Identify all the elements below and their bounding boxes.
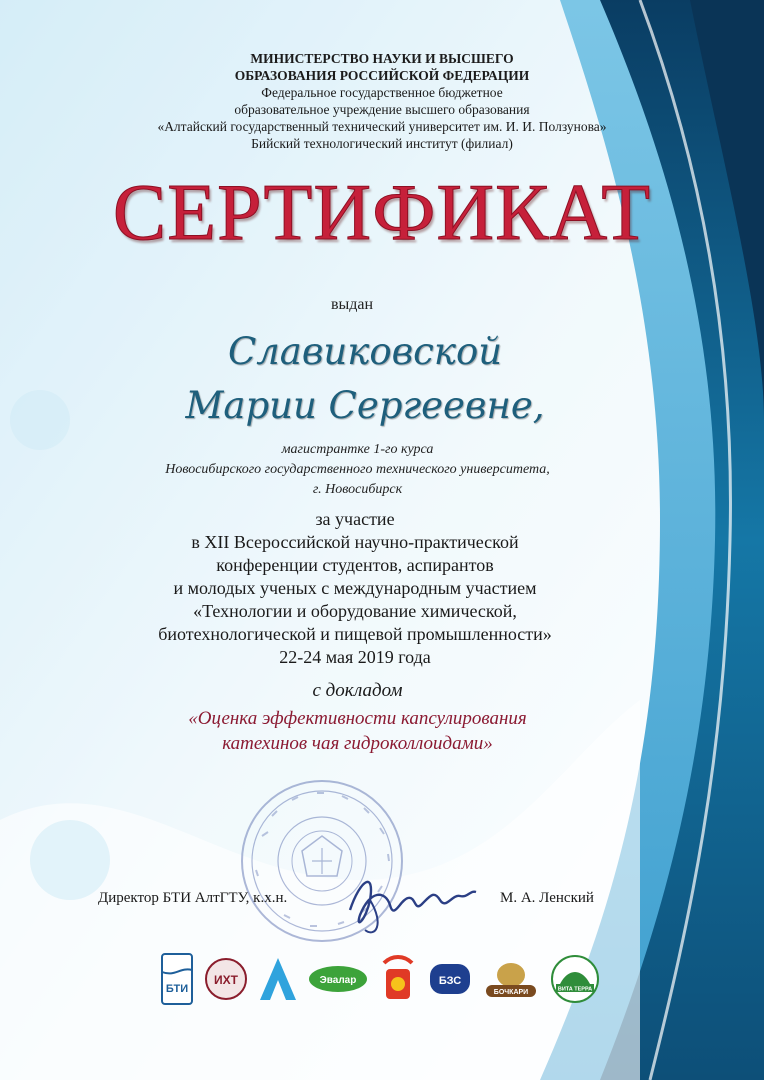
header-line-4: образовательное учреждение высшего образования [234, 102, 530, 117]
role-line-3: г. Новосибирск [312, 482, 403, 497]
header-line-6: Бийский технологический институт (филиал) [251, 136, 513, 151]
role-line-1: магистрантке 1-го курса [281, 442, 434, 457]
bochkari-logo-text: БОЧКАРИ [493, 989, 529, 996]
bochkari-logo-icon [482, 957, 540, 1001]
certificate-title: СЕРТИФИКАТ [112, 169, 652, 257]
report-topic [0, 706, 715, 756]
role-line-2: Новосибирского государственного технического университета, [165, 462, 550, 477]
bzs-logo-icon [428, 960, 472, 998]
header-line-1: МИНИСТЕРСТВО НАУКИ И ВЫСШЕГО [250, 51, 514, 66]
recipient-role [0, 440, 715, 500]
participation-line-1: за участие [315, 509, 395, 529]
topic-line-2: катехинов чая гидроколлоидами» [222, 733, 493, 754]
sponsor-logos [160, 948, 600, 1010]
director-signature [330, 860, 480, 940]
signatory-name: М. А. Ленский [500, 890, 594, 906]
participation-line-3: конференции студентов, аспирантов [216, 555, 494, 575]
report-label: с докладом [312, 680, 403, 701]
participation-date: 22-24 мая 2019 года [279, 647, 431, 667]
bti-logo-text: БТИ [165, 983, 189, 995]
topic-line-1: «Оценка эффективности капсулирования [188, 708, 527, 729]
header-line-2: ОБРАЗОВАНИЯ РОССИЙСКОЙ ФЕДЕРАЦИИ [234, 68, 530, 83]
evalar-logo-icon [308, 964, 368, 994]
participation-line-5: «Технологии и оборудование химической, [193, 601, 517, 621]
participation-text [0, 508, 710, 669]
recipient-given-names: Марии Сергеевне, [185, 384, 545, 427]
issuer-header [0, 50, 764, 152]
bzs-logo-text: БЗС [438, 975, 462, 987]
ikht-logo-text: ИХТ [214, 973, 238, 987]
bti-logo-icon [160, 952, 194, 1006]
participation-line-2: в XII Всероссийской научно-практической [191, 532, 519, 552]
issued-label: выдан [330, 296, 374, 313]
altai-logo-icon [378, 953, 418, 1005]
recipient-surname: Славиковской [227, 330, 503, 373]
header-line-3: Федеральное государственное бюджетное [261, 85, 503, 100]
evalar-logo-text: Эвалар [319, 975, 357, 986]
ikht-logo-icon [204, 957, 248, 1001]
vita-terra-logo-text: ВИТА ТЕРРА [557, 986, 593, 993]
triangle-logo-icon [258, 954, 298, 1004]
participation-line-4: и молодых ученых с международным участием [173, 578, 537, 598]
header-line-5: «Алтайский государственный технический университет им. И. И. Ползунова» [157, 119, 607, 134]
vita-terra-logo-icon [550, 954, 600, 1004]
signatory-position: Директор БТИ АлтГТУ, к.х.н. [98, 890, 288, 906]
participation-line-6: биотехнологической и пищевой промышленности» [158, 624, 552, 644]
